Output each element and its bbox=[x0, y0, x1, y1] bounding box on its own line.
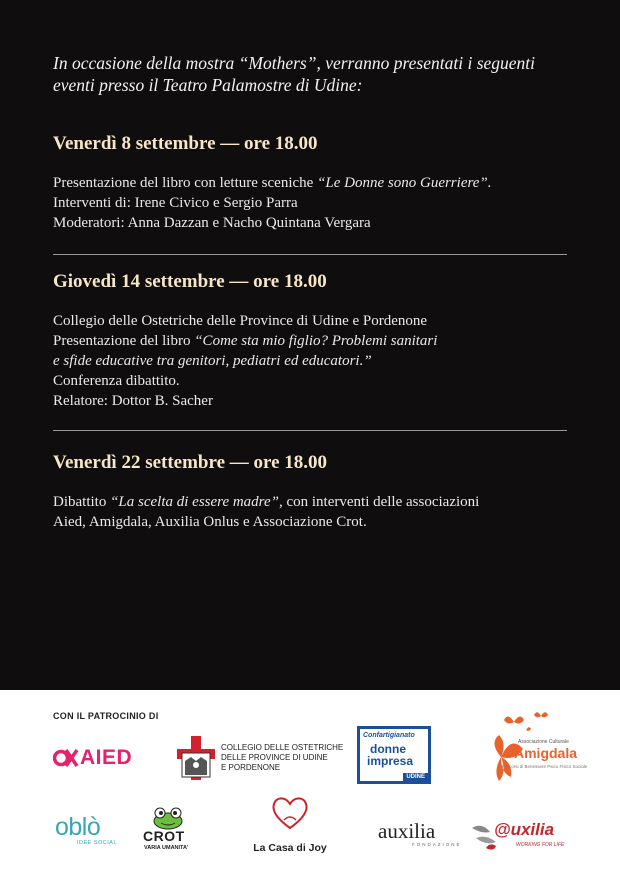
aied-symbol-icon bbox=[53, 748, 79, 768]
event-2-title: Giovedì 14 settembre — ore 18.00 bbox=[53, 271, 327, 292]
event-2-line-2-text: Presentazione del libro bbox=[53, 333, 195, 349]
crot-name: CROT bbox=[143, 828, 185, 844]
confartigianato-line-2: impresa bbox=[367, 754, 414, 768]
confartigianato-brand: Confartigianato bbox=[363, 732, 415, 739]
event-1 bbox=[53, 132, 568, 233]
event-2-body bbox=[53, 311, 568, 411]
intro-line-1: In occasione della mostra “Mothers”, verranno presentati i seguenti bbox=[53, 53, 536, 73]
event-1-book-title: “Le Donne sono Guerriere”. bbox=[317, 175, 492, 191]
confartigianato-line-1: donne bbox=[370, 742, 406, 756]
event-3-line-1-post: , con interventi delle associazioni bbox=[278, 494, 480, 510]
confartigianato-tag: UDINE bbox=[403, 773, 428, 781]
confartigianato-inner bbox=[360, 729, 428, 781]
event-1-body bbox=[53, 173, 568, 233]
divider-1 bbox=[53, 254, 567, 255]
amigdala-small: Associazione Culturale bbox=[518, 739, 569, 745]
event-2-book-title-a: “Come sta mio figlio? Problemi sanitari bbox=[194, 333, 438, 349]
event-3 bbox=[53, 451, 568, 532]
crot-logo bbox=[140, 806, 196, 858]
amigdala-name: Amigdala bbox=[514, 745, 578, 761]
event-1-line-1-text: Presentazione del libro con letture sceniche bbox=[53, 175, 318, 191]
oblo-tagline: IDEE SOCIAL bbox=[77, 840, 118, 846]
auxilia-working-tagline: WORKING FOR LIFE bbox=[516, 842, 565, 848]
amigdala-tagline: Percorsi di Benessere Psico Fisico Sociale bbox=[502, 764, 588, 769]
event-3-title: Venerdì 22 settembre — ore 18.00 bbox=[53, 452, 328, 473]
event-3-line-1 bbox=[53, 492, 568, 512]
crot-tagline: VARIA UMANITA' bbox=[144, 845, 189, 851]
frog-icon bbox=[151, 806, 185, 830]
event-3-line-1-text: Dibattito bbox=[53, 494, 111, 510]
auxilia-fondazione-logo bbox=[378, 820, 468, 847]
collegio-line-1: COLLEGIO DELLE OSTETRICHE bbox=[221, 743, 344, 752]
event-3-body bbox=[53, 492, 568, 532]
event-2-line-3 bbox=[53, 351, 568, 371]
collegio-text bbox=[221, 743, 343, 773]
heart-icon bbox=[270, 794, 310, 832]
intro-text bbox=[53, 52, 583, 96]
collegio-logo bbox=[176, 735, 343, 781]
event-1-line-1 bbox=[53, 173, 568, 193]
intro-line-2: eventi presso il Teatro Palamostre di Udine: bbox=[53, 75, 363, 95]
event-1-line-2: Interventi di: Irene Civico e Sergio Parra bbox=[53, 195, 298, 211]
auxilia-working-logo bbox=[468, 814, 568, 862]
event-2-line-1: Collegio delle Ostetriche delle Province di Udine e Pordenone bbox=[53, 313, 428, 329]
oblo-name: oblò bbox=[55, 813, 101, 841]
collegio-line-2: DELLE PROVINCE DI UDINE bbox=[221, 753, 328, 762]
event-2 bbox=[53, 270, 568, 411]
event-3-line-2: Aied, Amigdala, Auxilia Onlus e Associazione Crot. bbox=[53, 514, 367, 530]
auxilia-fondazione-tagline: FONDAZIONE bbox=[412, 842, 462, 847]
event-2-line-4: Conferenza dibattito. bbox=[53, 373, 180, 389]
event-3-debate-title: “La scelta di essere madre” bbox=[110, 494, 279, 510]
auxilia-fondazione-name: auxilia bbox=[378, 819, 436, 843]
casa-di-joy-name: La Casa di Joy bbox=[253, 842, 327, 854]
aied-text: AIED bbox=[80, 746, 133, 769]
divider-2 bbox=[53, 430, 567, 431]
amigdala-logo bbox=[456, 702, 588, 792]
event-2-line-5: Relatore: Dottor B. Sacher bbox=[53, 393, 213, 409]
event-1-title: Venerdì 8 settembre — ore 18.00 bbox=[53, 133, 318, 154]
auxilia-working-name: @uxilia bbox=[494, 820, 555, 839]
event-2-line-2 bbox=[53, 331, 568, 351]
oblo-logo bbox=[55, 814, 125, 846]
aied-logo bbox=[53, 745, 132, 771]
sponsors-panel bbox=[0, 690, 620, 876]
event-1-line-3: Moderatori: Anna Dazzan e Nacho Quintana Vergara bbox=[53, 215, 371, 231]
event-2-book-title-b: e sfide educative tra genitori, pediatri ed educatori.” bbox=[53, 353, 372, 369]
collegio-emblem-icon bbox=[176, 735, 216, 781]
sponsors-heading: CON IL PATROCINIO DI bbox=[53, 711, 159, 721]
confartigianato-logo bbox=[357, 726, 431, 784]
casa-di-joy-logo bbox=[245, 794, 335, 854]
collegio-line-3: E PORDENONE bbox=[221, 763, 281, 772]
